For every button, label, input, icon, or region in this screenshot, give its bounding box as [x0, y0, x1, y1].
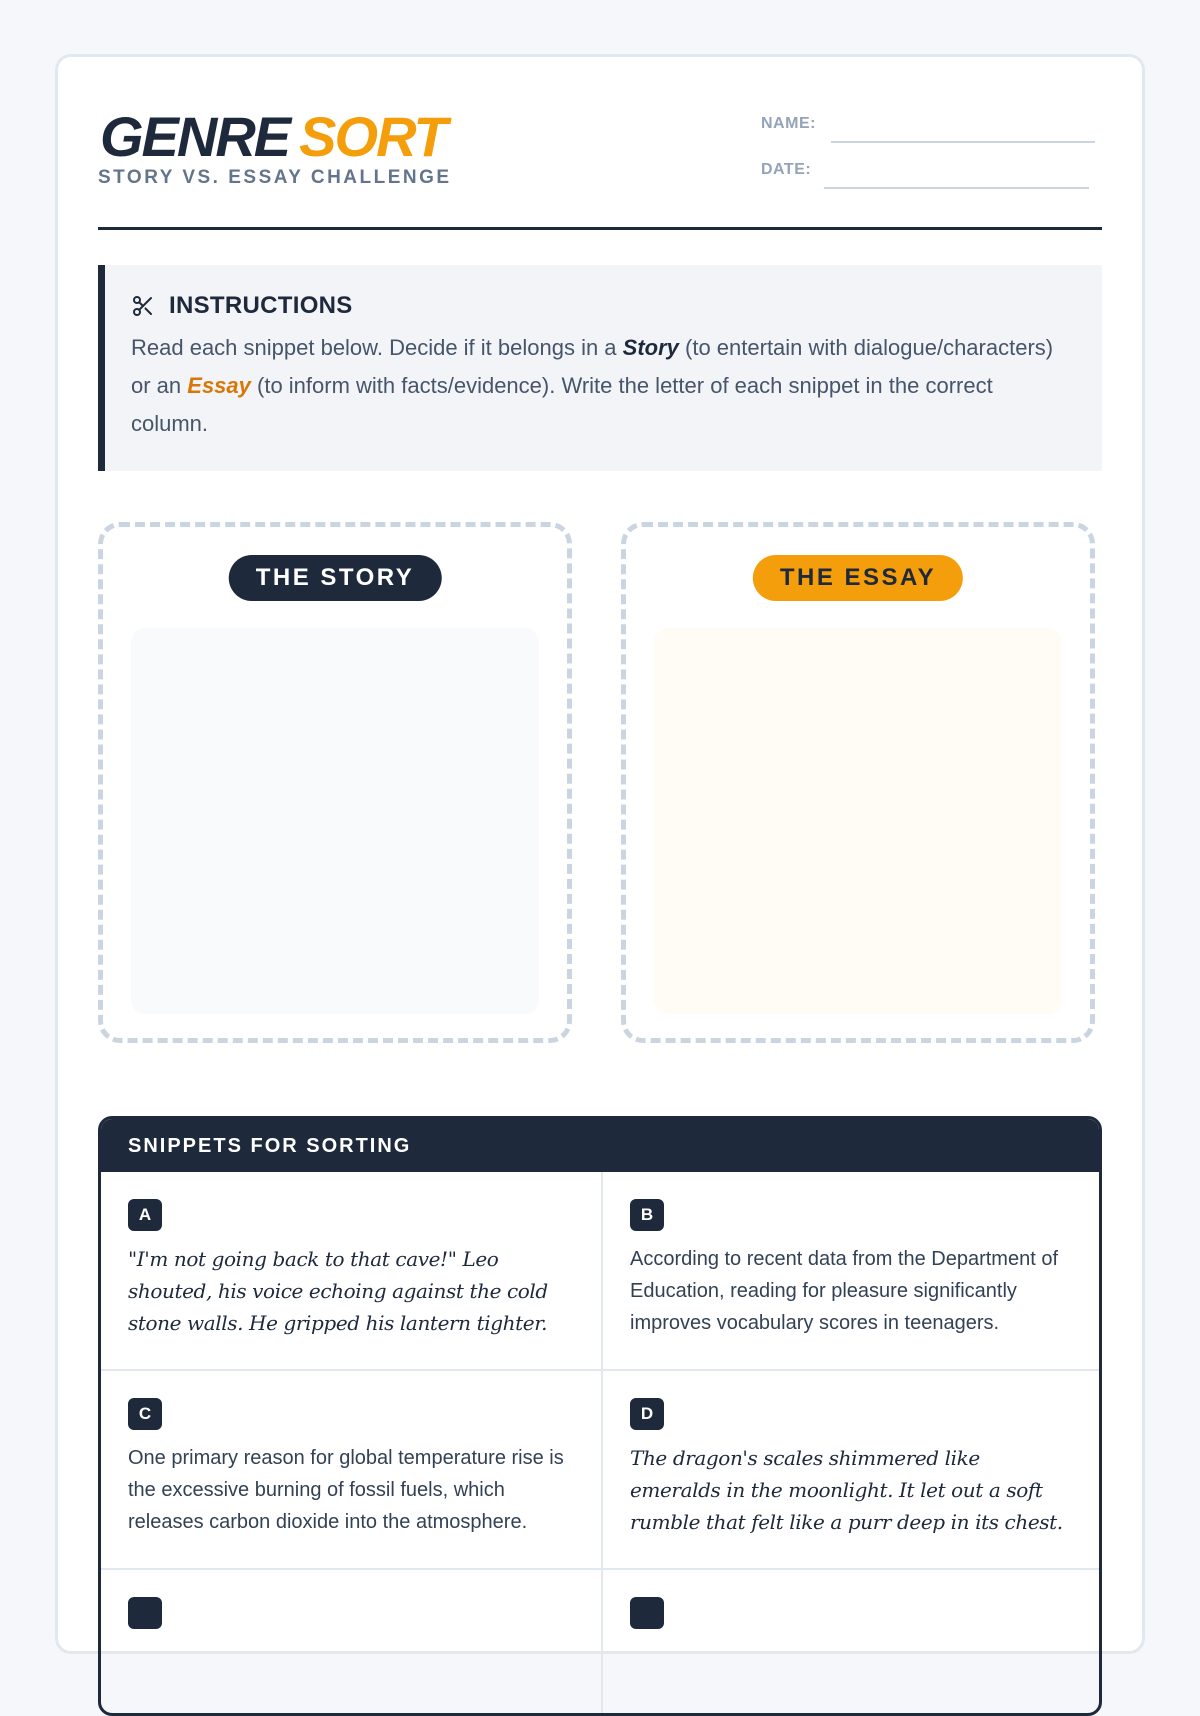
snippet-card	[601, 1371, 1101, 1570]
name-label: NAME:	[761, 115, 816, 132]
story-column	[98, 522, 572, 1043]
snippet-letter-badge: C	[128, 1398, 162, 1430]
story-label: THE STORY	[229, 555, 442, 601]
essay-column	[621, 522, 1095, 1043]
date-label: DATE:	[761, 161, 812, 178]
snippet-text: According to recent data from the Department of Education, reading for pleasure significantly improves vocabulary scores in teenagers.	[630, 1248, 1058, 1334]
name-line[interactable]	[831, 141, 1095, 143]
instructions-text-1: Read each snippet below. Decide if it belongs in a	[131, 335, 623, 360]
instructions-panel	[98, 265, 1102, 471]
snippets-panel	[98, 1116, 1102, 1716]
snippet-text: The dragon's scales shimmered like emeralds in the moonlight. It let out a soft rumble that felt like a purr deep in its chest.	[630, 1446, 1063, 1534]
snippet-text: One primary reason for global temperature rise is the excessive burning of fossil fuels, which releases carbon dioxide into the atmosphere.	[128, 1447, 564, 1533]
snippet-card	[101, 1371, 601, 1570]
snippet-card	[601, 1570, 1101, 1716]
snippet-card	[601, 1172, 1101, 1371]
name-field[interactable]	[761, 115, 816, 133]
essay-label: THE ESSAY	[753, 555, 963, 601]
page-subtitle: STORY VS. ESSAY CHALLENGE	[98, 167, 452, 188]
snippet-card	[101, 1172, 601, 1371]
date-field[interactable]	[761, 161, 811, 179]
snippet-letter-badge: A	[128, 1199, 162, 1231]
snippet-letter-badge	[630, 1597, 664, 1629]
snippet-card	[101, 1570, 601, 1716]
snippet-text: "I'm not going back to that cave!" Leo shouted, his voice echoing against the cold stone walls. He gripped his lantern tighter.	[128, 1247, 548, 1335]
keyword-story: Story	[622, 335, 679, 360]
snippet-letter-badge: B	[630, 1199, 664, 1231]
scissors-icon	[131, 294, 155, 318]
title-sort: SORT	[299, 105, 446, 168]
snippet-letter-badge	[128, 1597, 162, 1629]
snippet-letter-badge: D	[630, 1398, 664, 1430]
essay-answer-area[interactable]	[654, 628, 1062, 1014]
worksheet	[55, 54, 1145, 1654]
snippets-header: SNIPPETS FOR SORTING	[101, 1119, 1099, 1172]
story-answer-area[interactable]	[131, 628, 539, 1014]
instructions-text-3: (to inform with facts/evidence). Write the letter of each snippet in the correct column.	[131, 373, 993, 436]
instructions-title: INSTRUCTIONS	[169, 292, 353, 319]
worksheet-header	[98, 97, 1102, 230]
date-line[interactable]	[824, 187, 1089, 189]
instructions-text-2: (to entertain with dialogue/characters) or an	[131, 335, 1054, 398]
instructions-text	[131, 329, 1062, 443]
page-title	[100, 105, 446, 169]
keyword-essay: Essay	[187, 373, 251, 398]
title-genre: GENRE	[100, 105, 290, 168]
